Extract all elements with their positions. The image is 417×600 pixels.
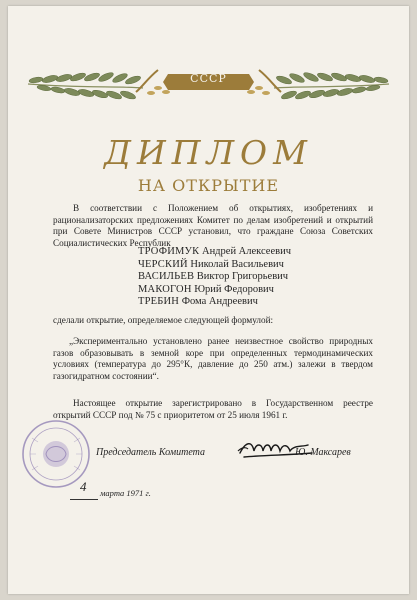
chairman-label: Председатель Комитета <box>96 447 205 458</box>
author-line: МАКОГОН Юрий Федорович <box>138 283 274 295</box>
discovery-formula: „Экспериментально установлено ранее неизвестное свойство природных газов образовывать в земной коре при определенных термодинамических условиях (температура до 295°К, давление до 250 атм.) залежи в твердом газогидратном состоянии“. <box>53 336 373 381</box>
date-underline <box>70 499 98 500</box>
emblem-ussr-label: СССР <box>190 72 227 85</box>
intro-paragraph: В соответствии с Положением об открытиях, изобретениях и рационализаторских предложениях Комитет по делам изобретений и открытий при Совете Министров СССР установил, что граждане Союза Советских Социалистических Республик <box>53 203 373 248</box>
issue-date: марта 1971 г. <box>100 488 151 498</box>
diploma-sheet <box>8 6 409 594</box>
author-line: ТРОФИМУК Андрей Алексеевич <box>138 246 291 257</box>
document-title: ДИПЛОМ <box>104 133 313 172</box>
author-line: ВАСИЛЬЕВ Виктор Григорьевич <box>138 271 289 283</box>
authors-list <box>138 246 368 309</box>
document-subtitle: НА ОТКРЫТИЕ <box>137 176 280 195</box>
registration-paragraph: Настоящее открытие зарегистрировано в Государственном реестре открытий СССР под № 75 с приоритетом от 25 июля 1961 г. <box>53 398 373 420</box>
author-line: ТРЕБИН Фома Андреевич <box>138 296 258 308</box>
chairman-name: Ю. Максарев <box>295 447 351 458</box>
issue-day: 4 <box>80 479 87 494</box>
formula-intro: сделали открытие, определяемое следующей формулой: <box>53 315 274 325</box>
author-line: ЧЕРСКИЙ Николай Васильевич <box>138 258 284 270</box>
